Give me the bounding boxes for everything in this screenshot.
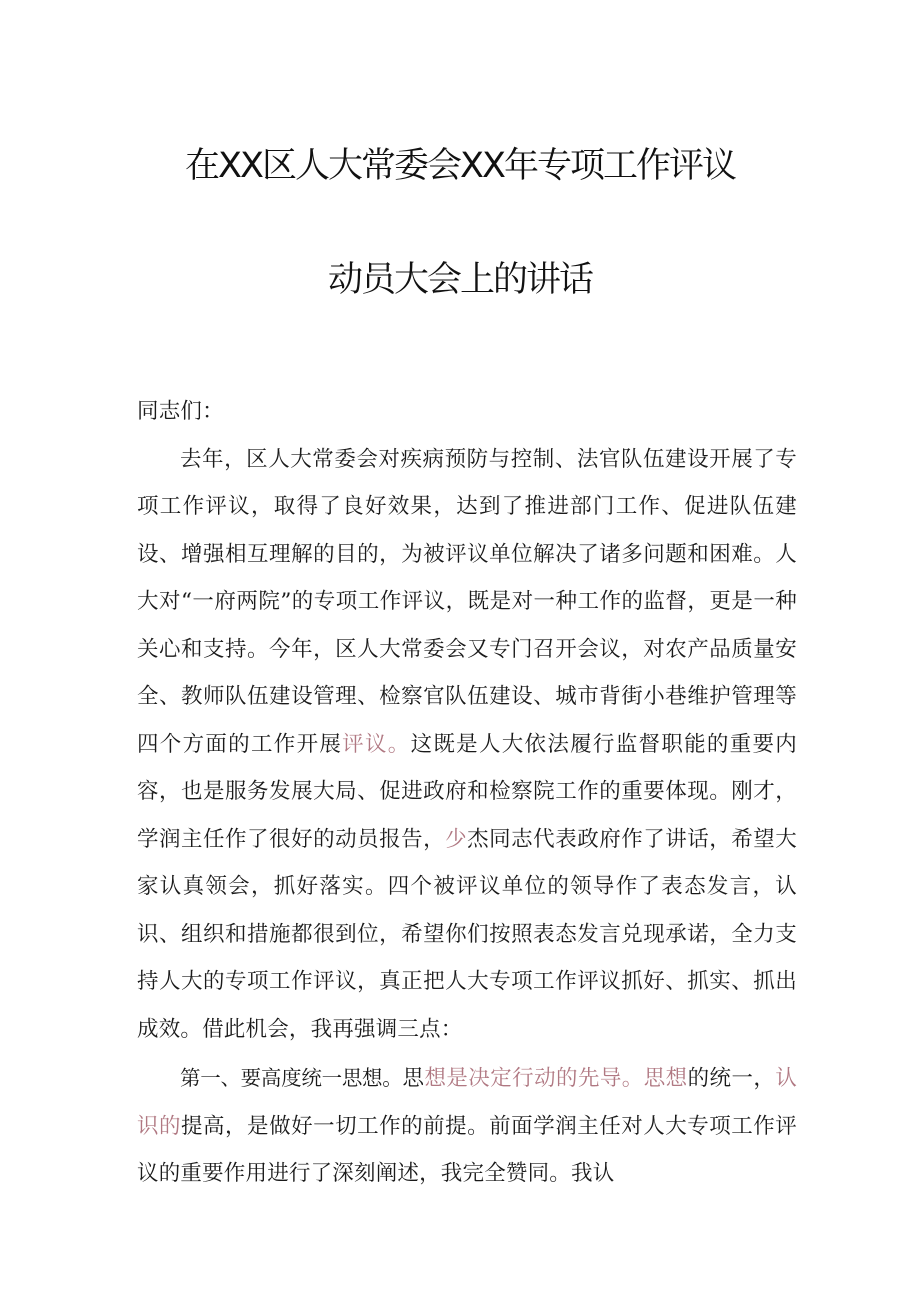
document-body [137, 388, 797, 1198]
paragraph-2-text-b: 的统一， [687, 1066, 776, 1091]
document-title-line-2: 动员大会上的讲话 [327, 260, 592, 300]
paragraph-1 [137, 436, 797, 1054]
document-title-line-1: 在XX区人大常委会XX年专项工作评议 [185, 146, 735, 186]
paragraph-2 [137, 1055, 797, 1198]
paragraph-1-highlight-a: 评议。 [342, 731, 411, 757]
salutation: 同志们： [137, 399, 224, 424]
paragraph-2-highlight-b: 认识的 [137, 1066, 798, 1139]
section-heading: 第一、要高度统一思想。 [180, 1066, 403, 1090]
paragraph-1-text-b: 这既是人大依法履行监督职能的重要内容，也是服务发展大局、促进政府和检察院工作的重要体现。刚才，学润主任作了很好的动员报告， [137, 731, 797, 852]
paragraph-1-text-c: 杰同志代表政府作了讲话，希望大家认真领会，抓好落实。四个被评议单位的领导作了表态发言，认识、组织和措施都很到位，希望你们按照表态发言兑现承诺，全力支持人大的专项工作评议，真正把人大专项工作评议抓好、抓实、抓出成效。借此机会，我再强调三点： [137, 826, 797, 1042]
paragraph-1-highlight-b: 少 [445, 826, 468, 852]
paragraph-2-text-a: 思 [402, 1066, 425, 1091]
paragraph-2-highlight-a: 想是决定行动的先导。思想 [424, 1066, 688, 1091]
paragraph-2-text-c: 提高，是做好一切工作的前提。前面学润主任对人大专项工作评议的重要作用进行了深刻阐述，我完全赞同。我认 [137, 1113, 797, 1186]
paragraph-1-text-a: 去年，区人大常委会对疾病预防与控制、法官队伍建设开展了专项工作评议，取得了良好效果，达到了推进部门工作、促进队伍建设、增强相互理解的目的，为被评议单位解决了诸多问题和困难。人大对“一府两院”的专项工作评议，既是对一种工作的监督，更是一种关心和支持。今年，区人大常委会又专门召开会议，对农产品质量安全、教师队伍建设管理、检察官队伍建设、城市背街小巷维护管理等四个方面的工作开展 [137, 446, 797, 757]
